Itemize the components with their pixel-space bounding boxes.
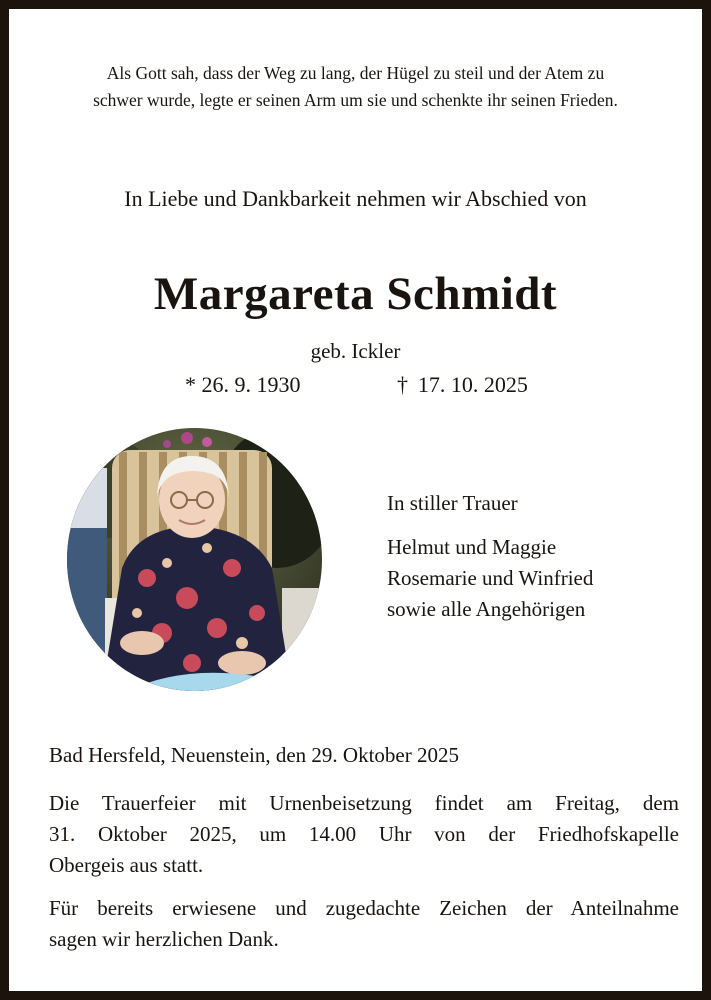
mourner-name: Rosemarie und Winfried	[387, 566, 594, 590]
death-date: † 17. 10. 2025	[397, 372, 528, 397]
intro-text: In Liebe und Dankbarkeit nehmen wir Abschied von	[124, 186, 587, 211]
deceased-name: Margareta Schmidt	[153, 268, 558, 320]
motto-line-2: schwer wurde, legte er seinen Arm um sie und schenkte ihr seinen Frieden.	[93, 90, 618, 110]
mourner-name: Helmut und Maggie	[387, 535, 557, 559]
maiden-name: geb. Ickler	[310, 339, 401, 363]
mourner-name: sowie alle Angehörigen	[387, 597, 586, 621]
motto-quote	[29, 60, 682, 114]
portrait-photo	[67, 428, 322, 691]
ceremony-line-2: 31. Oktober 2025, um 14.00 Uhr von der Friedhofskapelle	[49, 822, 679, 846]
thanks-text	[49, 893, 679, 955]
birth-date: * 26. 9. 1930	[185, 372, 301, 397]
place-and-date: Bad Hersfeld, Neuenstein, den 29. Oktober 2025	[49, 743, 459, 767]
ceremony-line-1: Die Trauerfeier mit Urnenbeisetzung findet am Freitag, dem	[49, 791, 679, 815]
mourning-heading: In stiller Trauer	[387, 491, 518, 515]
motto-line-1: Als Gott sah, dass der Weg zu lang, der Hügel zu steil und der Atem zu	[106, 63, 605, 83]
thanks-line-1: Für bereits erwiesene und zugedachte Zeichen der Anteilnahme	[49, 896, 679, 920]
ceremony-info	[49, 788, 679, 881]
ceremony-line-3: Obergeis aus statt.	[49, 853, 204, 877]
thanks-line-2: sagen wir herzlichen Dank.	[49, 927, 279, 951]
mourners-block	[387, 490, 593, 625]
